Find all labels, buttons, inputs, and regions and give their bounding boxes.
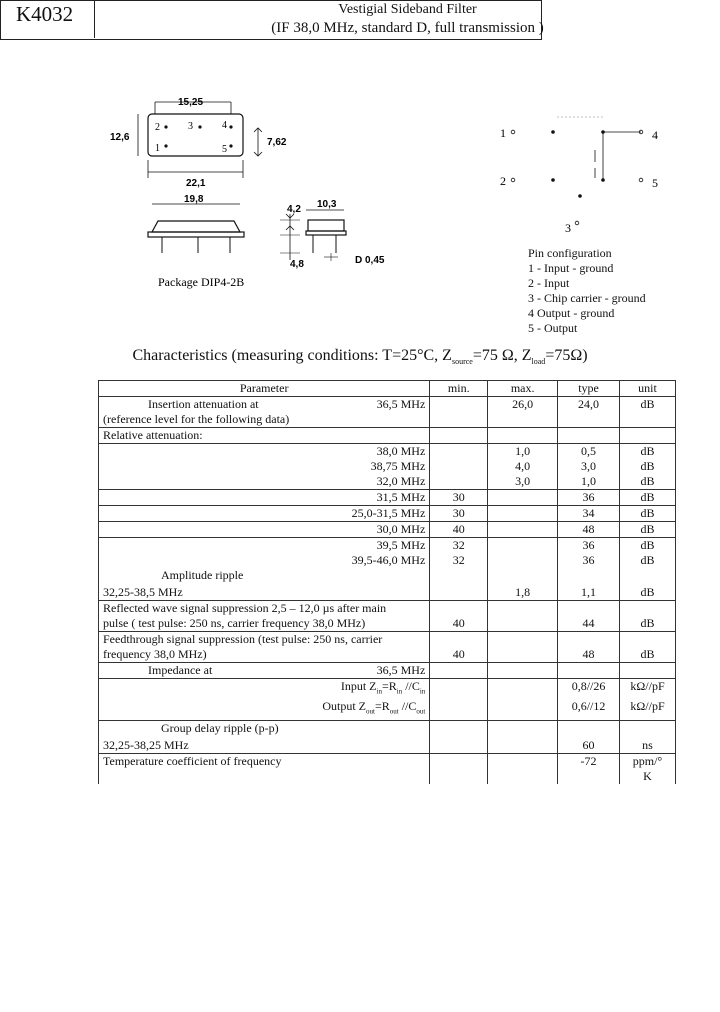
dim-h1: 4,2: [287, 204, 301, 215]
part-number: K4032: [0, 0, 95, 38]
filter-title: Vestigial Sideband Filter: [338, 2, 477, 17]
dim-height: 12,6: [110, 132, 130, 143]
pin-config-item: 5 - Output: [528, 321, 578, 335]
table-row: Feedthrough signal suppression (test pulse: 250 ns, carrier frequency 38,0 MHz) 40 48 dB: [99, 632, 676, 663]
node-label-5: 5: [652, 176, 658, 190]
node-label-4: 4: [652, 128, 658, 142]
pin-label-2: 2: [155, 122, 160, 133]
pin-label-5: 5: [222, 144, 227, 155]
dim-pitch: 15,25: [178, 97, 204, 108]
dim-body: 19,8: [184, 194, 204, 205]
pin-label-3: 3: [188, 121, 193, 132]
pin-config-item: 1 - Input - ground: [528, 261, 614, 275]
table-row: Output $Z_{out}=R_{out}$ $//C_{out}$ 0,6//12 kΩ//pF: [99, 699, 676, 720]
pin-configuration: [528, 246, 646, 336]
table-row: Relative attenuation:: [99, 428, 676, 444]
node-label-3: 3: [565, 221, 571, 235]
pin-config-item: 2 - Input: [528, 276, 570, 290]
table-row: 32,0 MHz 3,0 1,0 dB: [99, 474, 676, 490]
pin-config-item: 4 Output - ground: [528, 306, 615, 320]
dim-pin-height: 7,62: [267, 137, 287, 148]
table-row: 39,5-46,0 MHz 32 36 dB: [99, 553, 676, 568]
col-parameter: Parameter: [99, 381, 430, 397]
table-row: Reflected wave signal suppression 2,5 – 12,0 µs after main pulse ( test pulse: 250 ns, carrier frequency 38,0 MHz) 40 44 dB: [99, 601, 676, 632]
package-label: Package DIP4-2B: [158, 275, 245, 289]
pin-label-1: 1: [155, 143, 160, 154]
filter-subtitle: (IF 38,0 MHz, standard D, full transmission ): [271, 20, 544, 36]
col-min: min.: [430, 381, 488, 397]
table-row: Insertion attenuation at 36,5 MHz (reference level for the following data) 26,0 24,0 dB: [99, 397, 676, 428]
table-row: 39,5 MHz 32 36 dB: [99, 538, 676, 554]
package-top-view: [148, 114, 243, 156]
package-drawing: [100, 90, 400, 290]
table-row: 38,0 MHz 1,0 0,5 dB: [99, 444, 676, 460]
pin-label-4: 4: [222, 120, 227, 131]
characteristics-title: Characteristics (measuring conditions: T=25°C, $Z_{source}=75$ Ω, $Z_{load}=75\Omega$): [132, 347, 588, 367]
characteristics-table: [98, 380, 676, 784]
table-row: 30,0 MHz 40 48 dB: [99, 522, 676, 538]
node-label-1: 1: [500, 126, 506, 140]
table-row: 38,75 MHz 4,0 3,0 dB: [99, 459, 676, 474]
dim-length: 22,1: [186, 178, 206, 189]
table-row: Input $Z_{in}=R_{in}$ $//C_{in}$ 0,8//26 kΩ//pF: [99, 679, 676, 700]
table-row: Amplitude ripple 32,25-38,5 MHz 1,8 1,1 dB: [99, 568, 676, 601]
package-side-view: [152, 221, 240, 232]
col-unit: unit: [620, 381, 676, 397]
dim-h2: 4,8: [290, 259, 304, 270]
pin-config-item: 3 - Chip carrier - ground: [528, 291, 646, 305]
table-header-row: [99, 381, 676, 397]
col-typ: type: [558, 381, 620, 397]
table-row: 25,0-31,5 MHz 30 34 dB: [99, 506, 676, 522]
node-label-2: 2: [500, 174, 506, 188]
table-row: Impedance at 36,5 MHz: [99, 663, 676, 679]
header-box: [0, 0, 542, 40]
dim-diam: D 0,45: [355, 255, 385, 266]
table-row: 31,5 MHz 30 36 dB: [99, 490, 676, 506]
table-row: Temperature coefficient of frequency -72 ppm/° K: [99, 753, 676, 784]
col-max: max.: [488, 381, 558, 397]
pin-schematic: [495, 110, 675, 240]
pin-config-title: Pin configuration: [528, 246, 612, 260]
table-row: Group delay ripple (p-p) 32,25-38,25 MHz 60 ns: [99, 720, 676, 753]
dim-depth: 10,3: [317, 199, 337, 210]
